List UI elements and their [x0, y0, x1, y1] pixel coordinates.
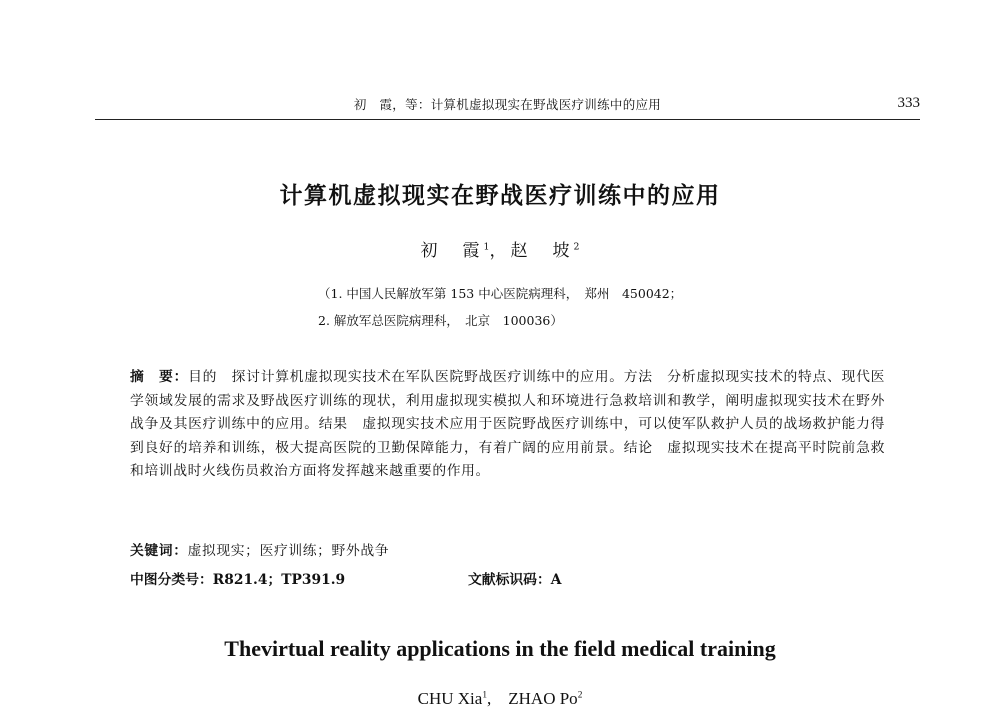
author-name: ZHAO Po — [508, 689, 578, 708]
author-affiliation-mark: 1 — [483, 241, 490, 253]
author-name: 初 霞 — [420, 241, 484, 261]
authors-cn — [0, 236, 1000, 261]
running-title: 初 霞，等：计算机虚拟现实在野战医疗训练中的应用 — [353, 97, 662, 112]
affiliation-line: 2. 解放军总医院病理科， 北京 100036） — [318, 313, 563, 328]
abstract-cn — [130, 366, 885, 484]
keywords-cn — [130, 539, 389, 559]
keywords-text: 虚拟现实；医疗训练；野外战争 — [187, 543, 390, 559]
author-name: CHU Xia — [417, 689, 483, 708]
author-separator: , — [487, 689, 509, 708]
header-rule — [95, 119, 920, 120]
author-name: 赵 坡 — [510, 241, 574, 261]
keywords-label: 关键词： — [130, 543, 188, 559]
affiliation-line: （1. 中国人民解放军第 153 中心医院病理科， 郑州 450042； — [318, 286, 683, 301]
classification-line — [130, 568, 562, 588]
article-title-cn: 计算机虚拟现实在野战医疗训练中的应用 — [279, 183, 721, 209]
abstract-text: 目的 探讨计算机虚拟现实技术在军队医院野战医疗训练中的应用。方法 分析虚拟现实技术的特点、现代医学领域发展的需求及野战医疗训练的现状，利用虚拟现实模拟人和环境进行急救培训和教学，阐明虚拟现实技术在野外战争及其医疗训练中的应用。结果 虚拟现实技术应用于医院野战医疗训练中，可以使军队救护人员的战场救护能力得到良好的培养和训练，极大提高医院的卫勤保障能力，有着广阔的应用前景。结论 虚拟现实技术在提高平时院前急救和培训战时火线伤员救治方面将发挥越来越重要的作用。 — [130, 369, 886, 479]
author-affiliation-mark: 1 — [482, 690, 488, 701]
authors-en — [0, 684, 1000, 709]
running-header — [95, 95, 920, 117]
document-code: 文献标识码：A — [468, 572, 562, 588]
article-title-en: Thevirtual reality applications in the field medical training — [224, 636, 776, 661]
clc-number: 中图分类号：R821.4；TP391.9 — [130, 572, 346, 588]
author-affiliation-mark: 2 — [573, 241, 580, 253]
author-separator: ， — [489, 241, 511, 261]
abstract-label: 摘 要： — [130, 369, 189, 385]
author-affiliation-mark: 2 — [577, 690, 583, 701]
page-number: 333 — [897, 95, 920, 111]
